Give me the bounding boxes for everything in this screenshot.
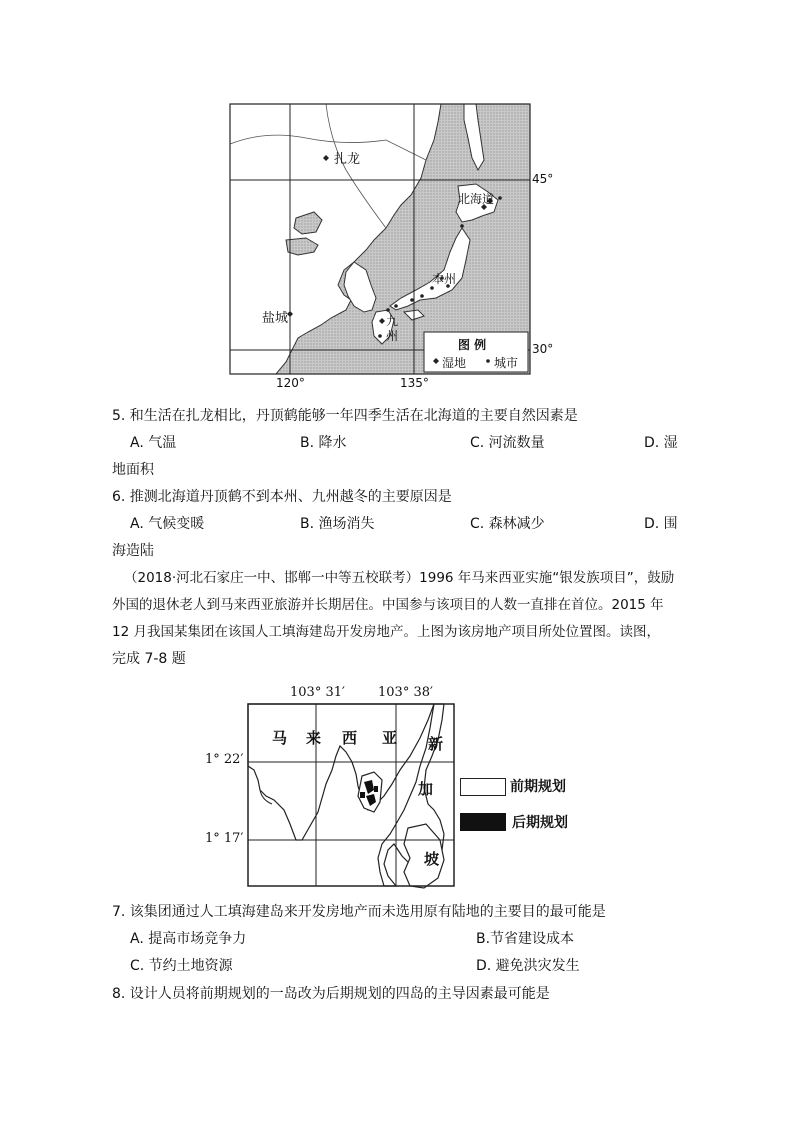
q6-stem: 6. 推测北海道丹顶鹤不到本州、九州越冬的主要原因是 xyxy=(112,489,452,505)
passage-line-3: 12 月我国某集团在该国人工填海建岛开发房地产。上图为该房地产项目所处位置图。读图， xyxy=(112,624,660,640)
lon-103-38-label: 103° 38′ xyxy=(378,685,433,700)
label-zhalong: 扎龙 xyxy=(334,152,361,167)
q5-option-d: D. 湿 xyxy=(644,435,678,451)
q6-option-d: D. 围 xyxy=(644,516,678,532)
passage-line-1: （2018·河北石家庄一中、邯郸一中等五校联考）1996 年马来西亚实施“银发族项目”，鼓励 xyxy=(124,570,675,586)
legend-late-swatch xyxy=(460,813,506,831)
label-kyushu-1: 九 xyxy=(386,314,399,328)
legend-early-label: 前期规划 xyxy=(510,779,566,795)
passage-line-4: 完成 7-8 题 xyxy=(112,651,186,667)
label-po: 坡 xyxy=(424,850,440,868)
label-ma: 马 xyxy=(272,729,288,747)
q6-option-a: A. 气候变暖 xyxy=(130,516,205,532)
q6-option-c: C. 森林减少 xyxy=(470,516,545,532)
q5-option-b: B. 降水 xyxy=(300,435,347,451)
label-ya: 亚 xyxy=(382,729,398,747)
q7-stem: 7. 该集团通过人工填海建岛来开发房地产而未选用原有陆地的主要目的最可能是 xyxy=(112,904,606,920)
label-xi: 西 xyxy=(342,729,358,747)
lat-45-label: 45° xyxy=(532,172,554,186)
lon-103-31-label: 103° 31′ xyxy=(290,685,345,700)
legend-title: 图 例 xyxy=(458,338,487,352)
q5-stem: 5. 和生活在扎龙相比，丹顶鹤能够一年四季生活在北海道的主要自然因素是 xyxy=(112,408,578,424)
legend-wetland: 湿地 xyxy=(442,356,467,370)
q7-option-c: C. 节约土地资源 xyxy=(130,958,233,974)
q6-option-d-wrap: 海造陆 xyxy=(112,543,154,559)
lat-1-17-label: 1° 17′ xyxy=(205,831,244,846)
label-hokkaido: 北海道 xyxy=(458,192,495,206)
lon-120-label: 120° xyxy=(276,376,305,390)
legend-late-label: 后期规划 xyxy=(512,815,568,831)
q7-option-d: D. 避免洪灾发生 xyxy=(476,958,580,974)
lat-1-22-label: 1° 22′ xyxy=(205,752,244,767)
legend-early-swatch xyxy=(460,778,506,796)
q6-option-b: B. 渔场消失 xyxy=(300,516,375,532)
q5-option-d-wrap: 地面积 xyxy=(112,462,154,478)
label-honshu: 本州 xyxy=(432,272,457,286)
legend-city: 城市 xyxy=(494,356,519,370)
label-xin: 新 xyxy=(428,735,444,753)
label-lai: 来 xyxy=(306,729,322,747)
lat-30-label: 30° xyxy=(532,342,554,356)
q5-option-c: C. 河流数量 xyxy=(470,435,545,451)
label-kyushu-2: 州 xyxy=(386,329,399,343)
q7-option-b: B.节省建设成本 xyxy=(476,931,575,947)
q7-option-a: A. 提高市场竞争力 xyxy=(130,931,247,947)
passage-line-2: 外国的退休老人到马来西亚旅游并长期居住。中国参与该项目的人数一直排在首位。2015 年 xyxy=(112,597,664,613)
lon-135-label: 135° xyxy=(400,376,429,390)
q5-option-a: A. 气温 xyxy=(130,435,177,451)
q8-stem: 8. 设计人员将前期规划的一岛改为后期规划的四岛的主导因素最可能是 xyxy=(112,986,550,1002)
label-jia: 加 xyxy=(418,780,434,798)
label-yancheng: 盐城 xyxy=(262,311,289,326)
